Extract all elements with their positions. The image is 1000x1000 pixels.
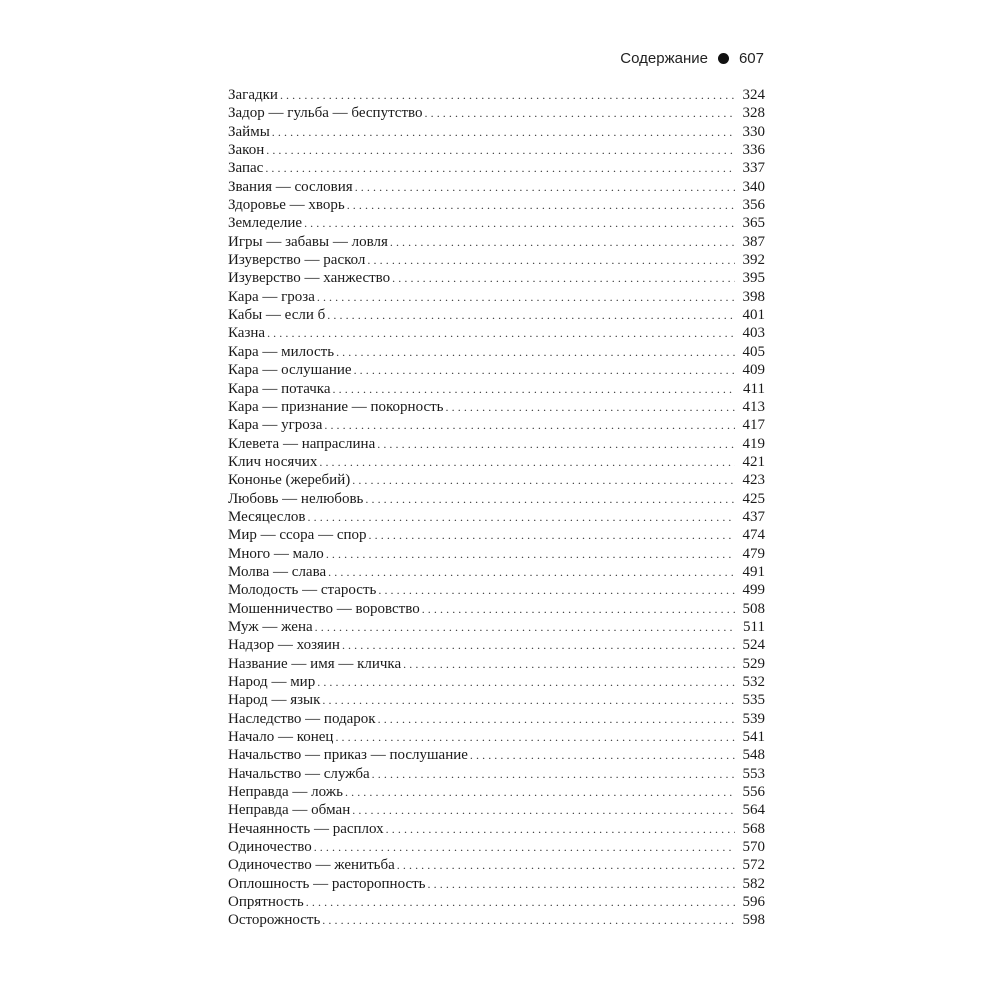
- toc-entry-title: Игры — забавы — ловля: [228, 233, 388, 250]
- toc-entry-page: 401: [742, 307, 765, 324]
- dot-leader: [378, 581, 735, 599]
- toc-entry-title: Кара — потачка: [228, 380, 331, 397]
- toc-entry-title: Кабы — если б: [228, 307, 326, 324]
- toc-entry: [228, 453, 765, 471]
- toc-entry-page: 392: [742, 252, 765, 269]
- toc-entry-page: 535: [742, 692, 765, 709]
- toc-entry-title: Мир — ссора — спор: [228, 527, 367, 544]
- section-title: Содержание: [620, 50, 708, 67]
- toc-entry: [228, 508, 765, 526]
- dot-leader: [315, 618, 735, 636]
- toc-entry-page: 508: [742, 600, 765, 617]
- toc-entry: [228, 911, 765, 929]
- toc-entry-title: Неправда — обман: [228, 802, 351, 819]
- toc-entry-page: 491: [742, 563, 765, 580]
- toc-entry-page: 419: [742, 435, 765, 452]
- page-number: 607: [738, 50, 764, 67]
- toc-entry-page: 411: [743, 380, 765, 397]
- dot-leader: [428, 875, 735, 893]
- toc-entry: [228, 655, 765, 673]
- toc-entry-title: Одиночество — женитьба: [228, 857, 395, 874]
- dot-leader: [345, 783, 735, 801]
- dot-leader: [422, 600, 735, 618]
- toc-entry-title: Оплошность — расторопность: [228, 875, 426, 892]
- toc-entry: [228, 490, 765, 508]
- toc-entry-title: Кара — угроза: [228, 417, 323, 434]
- toc-entry-page: 425: [742, 490, 765, 507]
- toc-entry-page: 511: [743, 618, 765, 635]
- toc-entry: [228, 159, 765, 177]
- toc-entry-page: 568: [742, 820, 765, 837]
- toc-entry-title: Изуверство — ханжество: [228, 270, 391, 287]
- toc-entry-title: Месяцеслов: [228, 508, 306, 525]
- toc-entry-page: 405: [742, 343, 765, 360]
- toc-entry: [228, 728, 765, 746]
- toc-entry-page: 524: [742, 637, 765, 654]
- toc-entry-page: 596: [742, 894, 765, 911]
- toc-entry: [228, 893, 765, 911]
- toc-entry-page: 541: [742, 729, 765, 746]
- toc-entry-title: Загадки: [228, 87, 278, 103]
- toc-entry-page: 479: [742, 545, 765, 562]
- dot-leader: [352, 471, 735, 489]
- toc-entry: [228, 104, 765, 122]
- toc-entry-page: 387: [742, 233, 765, 250]
- toc-entry-title: Клевета — напраслина: [228, 435, 376, 452]
- toc-entry: [228, 471, 765, 489]
- toc-entry-title: Начальство — приказ — послушание: [228, 747, 468, 764]
- toc-entry: [228, 710, 765, 728]
- toc-entry-title: Кара — гроза: [228, 288, 315, 305]
- toc-entry-page: 398: [742, 288, 765, 305]
- dot-leader: [304, 214, 735, 232]
- toc-entry: [228, 856, 765, 874]
- toc-entry-page: 532: [742, 674, 765, 690]
- toc-entry-title: Нечаянность — расплох: [228, 820, 384, 837]
- toc-entry: [228, 123, 765, 141]
- toc-entry-title: Любовь — нелюбовь: [228, 490, 364, 507]
- dot-leader: [392, 269, 735, 287]
- toc-entry: [228, 545, 765, 563]
- toc-entry-page: 582: [742, 875, 765, 892]
- toc-entry-page: 330: [742, 123, 765, 140]
- dot-leader: [352, 801, 735, 819]
- toc-entry: [228, 526, 765, 544]
- toc-entry-page: 437: [742, 508, 765, 525]
- toc-entry-page: 548: [742, 747, 765, 764]
- toc-entry-title: Задор — гульба — беспутство: [228, 105, 423, 122]
- dot-leader: [354, 361, 735, 379]
- toc-entry-page: 356: [742, 197, 765, 214]
- running-head: [620, 50, 764, 67]
- toc-entry: [228, 196, 765, 214]
- dot-leader: [266, 141, 735, 159]
- toc-entry: [228, 324, 765, 342]
- toc-entry-page: 553: [742, 765, 765, 782]
- toc-entry-title: Кара — признание — покорность: [228, 398, 444, 415]
- toc-entry-title: Название — имя — кличка: [228, 655, 402, 672]
- toc-entry-title: Кара — милость: [228, 343, 335, 360]
- toc-entry: [228, 673, 765, 691]
- dot-leader: [308, 508, 735, 526]
- toc-entry-title: Кара — ослушание: [228, 362, 352, 379]
- toc-entry-title: Народ — мир: [228, 674, 316, 690]
- toc-entry: [228, 269, 765, 287]
- dot-leader: [267, 324, 735, 342]
- toc-entry-title: Земледелие: [228, 215, 303, 232]
- toc-entry-page: 337: [742, 160, 765, 177]
- toc-entry-page: 328: [742, 105, 765, 122]
- toc-entry-title: Неправда — ложь: [228, 784, 343, 801]
- toc-entry-page: 413: [742, 398, 765, 415]
- toc-entry-page: 409: [742, 362, 765, 379]
- dot-leader: [327, 306, 735, 324]
- toc-entry: [228, 746, 765, 764]
- toc-entry: [228, 618, 765, 636]
- toc-entry-title: Начальство — служба: [228, 765, 370, 782]
- dot-leader: [322, 691, 735, 709]
- toc-entry: [228, 838, 765, 856]
- toc-entry: [228, 141, 765, 159]
- dot-leader: [314, 838, 735, 856]
- dot-leader: [336, 343, 735, 361]
- toc-entry: [228, 600, 765, 618]
- toc-entry: [228, 691, 765, 709]
- toc-entry-title: Изуверство — раскол: [228, 252, 366, 269]
- toc-entry-page: 598: [742, 912, 765, 929]
- toc-entry-page: 539: [742, 710, 765, 727]
- toc-entry-title: Звания — сословия: [228, 178, 353, 195]
- dot-leader: [317, 288, 735, 306]
- toc-entry-title: Закон: [228, 142, 265, 159]
- dot-leader: [378, 710, 735, 728]
- dot-leader: [333, 380, 735, 398]
- toc-entry-page: 529: [742, 655, 765, 672]
- toc-entry: [228, 86, 765, 104]
- dot-leader: [317, 673, 735, 691]
- toc-entry-title: Одиночество: [228, 839, 312, 856]
- toc-entry: [228, 435, 765, 453]
- toc-entry-page: 474: [742, 527, 765, 544]
- toc-entry: [228, 820, 765, 838]
- toc-entry: [228, 288, 765, 306]
- toc-entry-title: Наследство — подарок: [228, 710, 376, 727]
- toc-entry: [228, 343, 765, 361]
- dot-leader: [272, 123, 735, 141]
- toc-entry: [228, 416, 765, 434]
- toc-entry-title: Молодость — старость: [228, 582, 377, 599]
- toc-entry: [228, 214, 765, 232]
- dot-leader: [306, 893, 735, 911]
- toc-entry-page: 421: [742, 453, 765, 470]
- dot-leader: [365, 490, 735, 508]
- dot-leader: [347, 196, 735, 214]
- toc-entry-page: 499: [742, 582, 765, 599]
- toc-entry: [228, 251, 765, 269]
- toc-entry-title: Муж — жена: [228, 618, 313, 635]
- toc-entry-page: 556: [742, 784, 765, 801]
- toc-entry-title: Начало — конец: [228, 729, 334, 746]
- toc-entry-title: Надзор — хозяин: [228, 637, 340, 654]
- dot-leader: [328, 563, 735, 581]
- toc-entry-title: Кононье (жеребий): [228, 472, 351, 489]
- dot-leader: [397, 856, 735, 874]
- toc-entry-title: Клич носячих: [228, 453, 318, 470]
- dot-leader: [326, 545, 735, 563]
- toc-entry-title: Казна: [228, 325, 266, 342]
- bullet-icon: [718, 53, 729, 64]
- dot-leader: [322, 911, 735, 929]
- toc-entry-title: Мошенничество — воровство: [228, 600, 420, 617]
- toc-entry-page: 423: [742, 472, 765, 489]
- toc-entry-title: Запас: [228, 160, 264, 177]
- dot-leader: [403, 655, 735, 673]
- dot-leader: [369, 526, 735, 544]
- toc-entry-title: Осторожность: [228, 912, 321, 929]
- dot-leader: [319, 453, 735, 471]
- toc-entry-page: 395: [742, 270, 765, 287]
- toc-entry-page: 324: [742, 87, 765, 103]
- dot-leader: [280, 86, 735, 104]
- toc-entry: [228, 875, 765, 893]
- toc-entry-title: Народ — язык: [228, 692, 321, 709]
- toc-entry-page: 403: [742, 325, 765, 342]
- toc-entry-title: Займы: [228, 123, 270, 140]
- toc-entry-page: 572: [742, 857, 765, 874]
- toc-entry-title: Опрятность: [228, 894, 304, 911]
- toc-entry: [228, 398, 765, 416]
- dot-leader: [372, 765, 735, 783]
- toc-entry: [228, 581, 765, 599]
- dot-leader: [377, 435, 735, 453]
- dot-leader: [446, 398, 735, 416]
- toc-entry: [228, 783, 765, 801]
- dot-leader: [470, 746, 735, 764]
- dot-leader: [265, 159, 735, 177]
- toc-entry: [228, 563, 765, 581]
- dot-leader: [367, 251, 735, 269]
- dot-leader: [425, 104, 736, 122]
- dot-leader: [324, 416, 735, 434]
- toc-entry-page: 340: [742, 178, 765, 195]
- dot-leader: [390, 233, 735, 251]
- toc-entry: [228, 233, 765, 251]
- toc-entry: [228, 178, 765, 196]
- toc-entry-title: Здоровье — хворь: [228, 197, 345, 214]
- toc-entry-page: 365: [742, 215, 765, 232]
- toc-entry-page: 336: [742, 142, 765, 159]
- table-of-contents: [228, 86, 765, 930]
- toc-entry: [228, 306, 765, 324]
- toc-entry-title: Молва — слава: [228, 563, 327, 580]
- toc-entry: [228, 765, 765, 783]
- toc-entry-page: 417: [742, 417, 765, 434]
- toc-entry: [228, 361, 765, 379]
- toc-entry-page: 564: [742, 802, 765, 819]
- toc-entry: [228, 636, 765, 654]
- dot-leader: [355, 178, 735, 196]
- toc-entry-title: Много — мало: [228, 545, 324, 562]
- toc-entry: [228, 380, 765, 398]
- dot-leader: [386, 820, 735, 838]
- toc-entry-page: 570: [742, 839, 765, 856]
- dot-leader: [342, 636, 735, 654]
- dot-leader: [335, 728, 735, 746]
- toc-entry: [228, 801, 765, 819]
